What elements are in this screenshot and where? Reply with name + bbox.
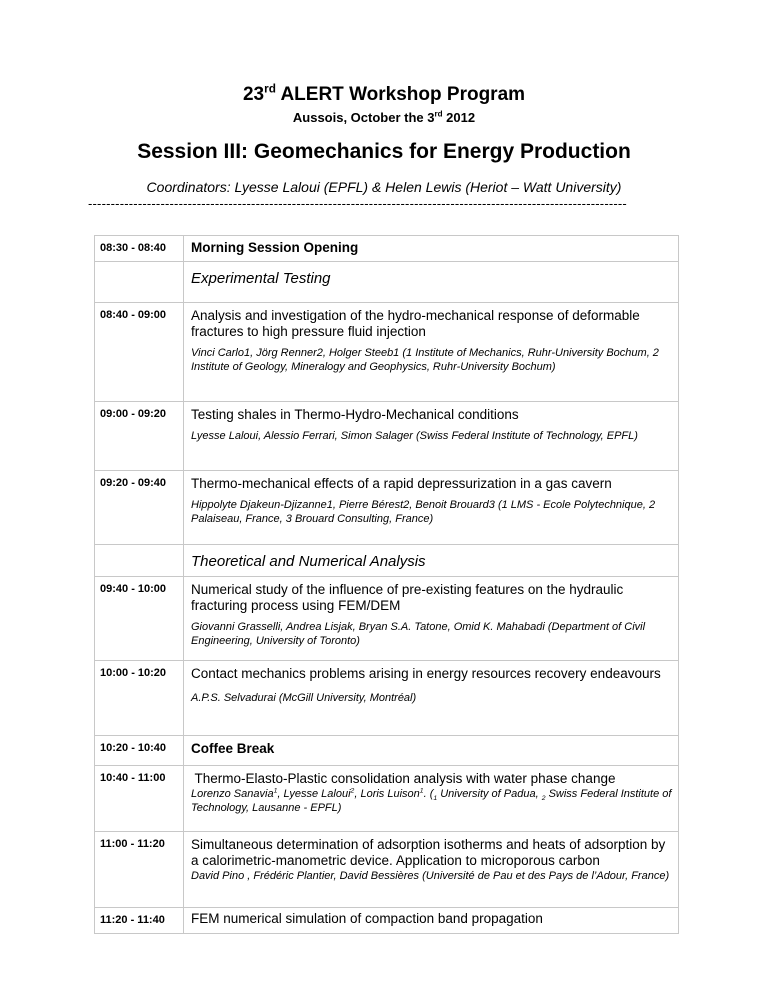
talk-authors: Vinci Carlo1, Jörg Renner2, Holger Steeb1 (1 Institute of Mechanics, Ruhr-University Bochum, 2 Institute of Geology, Mineralogy and Geophysics, Ruhr-University Bochum) xyxy=(191,347,659,373)
workshop-title: 23rd ALERT Workshop Program xyxy=(242,82,526,105)
time-slot: 09:00 - 09:20 xyxy=(95,402,184,471)
table-row xyxy=(95,661,679,736)
time-slot: 10:00 - 10:20 xyxy=(95,661,184,736)
section-heading: Theoretical and Numerical Analysis xyxy=(191,553,426,570)
table-row xyxy=(95,908,679,934)
section-row xyxy=(95,545,679,577)
session-title: Session III: Geomechanics for Energy Production xyxy=(137,140,631,163)
time-slot: 08:40 - 09:00 xyxy=(95,303,184,402)
talk-authors: A.P.S. Selvadurai (McGill University, Montréal) xyxy=(191,692,417,704)
time-slot: 11:00 - 11:20 xyxy=(95,832,184,908)
table-row xyxy=(95,402,679,471)
table-row xyxy=(95,766,679,832)
talk-authors: Giovanni Grasselli, Andrea Lisjak, Bryan S.A. Tatone, Omid K. Mahabadi (Department of Civil Engineering, University of Toronto) xyxy=(191,621,646,647)
talk-title: Analysis and investigation of the hydro-mechanical response of deformable fractures to high pressure fluid injection xyxy=(191,308,640,339)
separator-line: ----------------------------------------------------------------------------------------------------------------------- xyxy=(88,196,627,211)
program-table xyxy=(94,235,679,934)
table-row xyxy=(95,471,679,545)
talk-authors: David Pino , Frédéric Plantier, David Bessières (Université de Pau et des Pays de l’Adour, France) xyxy=(191,870,670,882)
talk-title: Morning Session Opening xyxy=(191,240,359,255)
section-row xyxy=(95,262,679,303)
talk-authors: Hippolyte Djakeun-Djizanne1, Pierre Bérest2, Benoit Brouard3 (1 LMS - Ecole Polytechnique, 2 Palaiseau, France, 3 Brouard Consulting, France) xyxy=(191,499,656,525)
talk-title: Thermo-mechanical effects of a rapid depressurization in a gas cavern xyxy=(191,476,612,491)
table-row xyxy=(95,303,679,402)
coordinators: Coordinators: Lyesse Laloui (EPFL) & Helen Lewis (Heriot – Watt University) xyxy=(146,179,622,195)
talk-title: Simultaneous determination of adsorption isotherms and heats of adsorption by a calorimetric-manometric device. Application to microporous carbon xyxy=(191,837,666,868)
table-row xyxy=(95,577,679,661)
talk-authors: Lyesse Laloui, Alessio Ferrari, Simon Salager (Swiss Federal Institute of Technology, EPFL) xyxy=(191,430,638,442)
talk-authors: Lorenzo Sanavia$^1$, Lyesse Laloui$^2$, Loris Luison$^1$. ($_1$ University of Padua, $_2$ Swiss Federal Institute of Technology, Lausanne - EPFL) xyxy=(191,787,672,814)
table-row xyxy=(95,832,679,908)
talk-title: Numerical study of the influence of pre-existing features on the hydraulic fracturing process using FEM/DEM xyxy=(191,582,624,613)
talk-title: Thermo-Elasto-Plastic consolidation analysis with water phase change xyxy=(191,771,616,786)
talk-title: FEM numerical simulation of compaction band propagation xyxy=(191,911,543,926)
talk-title: Contact mechanics problems arising in energy resources recovery endeavours xyxy=(191,666,661,681)
time-slot: 10:40 - 11:00 xyxy=(95,766,184,832)
time-slot: 09:40 - 10:00 xyxy=(95,577,184,661)
table-row xyxy=(95,736,679,766)
talk-title: Testing shales in Thermo-Hydro-Mechanical conditions xyxy=(191,407,519,422)
section-heading: Experimental Testing xyxy=(191,270,331,287)
time-slot: 11:20 - 11:40 xyxy=(95,908,184,934)
workshop-date: Aussois, October the 3rd 2012 xyxy=(292,109,476,125)
time-slot: 10:20 - 10:40 xyxy=(95,736,184,766)
time-slot: 08:30 - 08:40 xyxy=(95,236,184,262)
table-row xyxy=(95,236,679,262)
talk-title: Coffee Break xyxy=(191,741,275,756)
time-slot: 09:20 - 09:40 xyxy=(95,471,184,545)
